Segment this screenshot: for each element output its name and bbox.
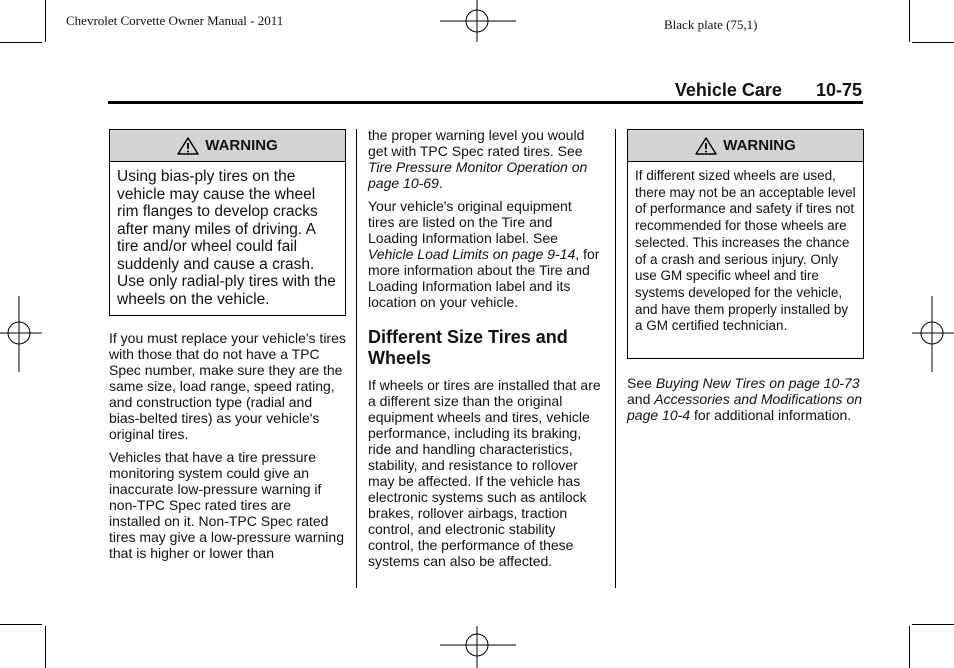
running-head <box>675 80 862 101</box>
section-heading: Different Size Tires and Wheels <box>368 327 568 368</box>
manual-title: Chevrolet Corvette Owner Manual - 2011 <box>66 13 284 28</box>
registration-mark-left <box>0 296 42 372</box>
paragraph: If you must replace your vehicle's tires with those that do not have a TPC Spec number, make sure they are the same size, load range, speed rating, and construction type (radial and bias-belted tires) as your vehicle's original tires. <box>109 330 346 442</box>
text-run: Your vehicle's original equipment tires are listed on the Tire and Loading Information label. See <box>368 198 572 246</box>
column-divider <box>356 129 357 588</box>
cross-reference: Buying New Tires on page 10-73 <box>655 375 860 391</box>
crop-mark <box>45 0 46 42</box>
paragraph: If wheels or tires are installed that are a different size than the original equipment wheels and tires, vehicle performance, including its braking, ride and handling characteristics, stability, and resistance to rollover may be affected. If the vehicle has electronic systems such as antilock brakes, rollover airbags, traction control, and electronic stability control, the performance of these systems can also be affected. <box>368 377 601 569</box>
text-run: for additional information. <box>690 407 852 423</box>
paragraph <box>627 375 864 423</box>
column-1 <box>109 129 346 568</box>
column-divider <box>615 129 616 588</box>
warning-box <box>109 129 346 316</box>
text-run: , for more information about the Tire and Loading Information label and its location on your vehicle. <box>368 246 600 310</box>
crop-mark <box>0 624 42 625</box>
registration-mark-bottom <box>440 626 516 668</box>
registration-mark-top <box>440 0 516 42</box>
header-rule <box>108 101 863 104</box>
warning-triangle-icon <box>177 137 199 155</box>
column-2 <box>368 127 602 576</box>
warning-label: WARNING <box>205 136 278 154</box>
page-number: 10-75 <box>815 80 862 100</box>
crop-mark <box>909 626 910 668</box>
text-run: . <box>438 175 443 191</box>
warning-text: If different sized wheels are used, there may not be an acceptable level of performance and safety if tires not recommended for those wheels are selected. This increases the chance of a crash and serious injury. Only use GM specific wheel and tire systems developed for the vehicle, and have them properly installed by a GM certified technician. <box>635 168 856 334</box>
column-3 <box>627 129 864 430</box>
text-run: See <box>627 375 656 391</box>
cross-reference: Accessories and Modifications on page 10-4 <box>627 391 863 423</box>
crop-mark <box>45 626 46 668</box>
warning-box <box>627 129 864 359</box>
warning-text: Using bias-ply tires on the vehicle may cause the wheel rim flanges to develop cracks after many miles of driving. A tire and/or wheel could fail suddenly and cause a crash. Use only radial-ply tires with the wheels on the vehicle. <box>117 168 336 308</box>
crop-mark <box>912 624 954 625</box>
section-title: Vehicle Care <box>674 80 782 100</box>
paragraph <box>368 198 602 310</box>
crop-mark <box>912 42 954 43</box>
warning-header <box>628 130 863 162</box>
warning-label: WARNING <box>723 136 796 154</box>
text-run: the proper warning level you would get with TPC Spec rated tires. See <box>368 127 585 159</box>
cross-reference: Tire Pressure Monitor Operation on page 10-69 <box>368 159 588 191</box>
cross-reference: Vehicle Load Limits on page 9-14 <box>368 246 576 262</box>
registration-mark-right <box>912 296 954 372</box>
crop-mark <box>909 0 910 42</box>
warning-header <box>110 130 345 162</box>
paragraph: Vehicles that have a tire pressure monitoring system could give an inaccurate low-pressure warning if non-TPC Spec rated tires are installed on it. Non-TPC Spec rated tires may give a low-pressure warning that is higher or lower than <box>109 449 344 561</box>
plate-label: Black plate (75,1) <box>664 17 758 32</box>
warning-triangle-icon <box>695 137 717 155</box>
paragraph <box>368 127 602 191</box>
crop-mark <box>0 42 42 43</box>
text-run: and <box>627 391 655 407</box>
